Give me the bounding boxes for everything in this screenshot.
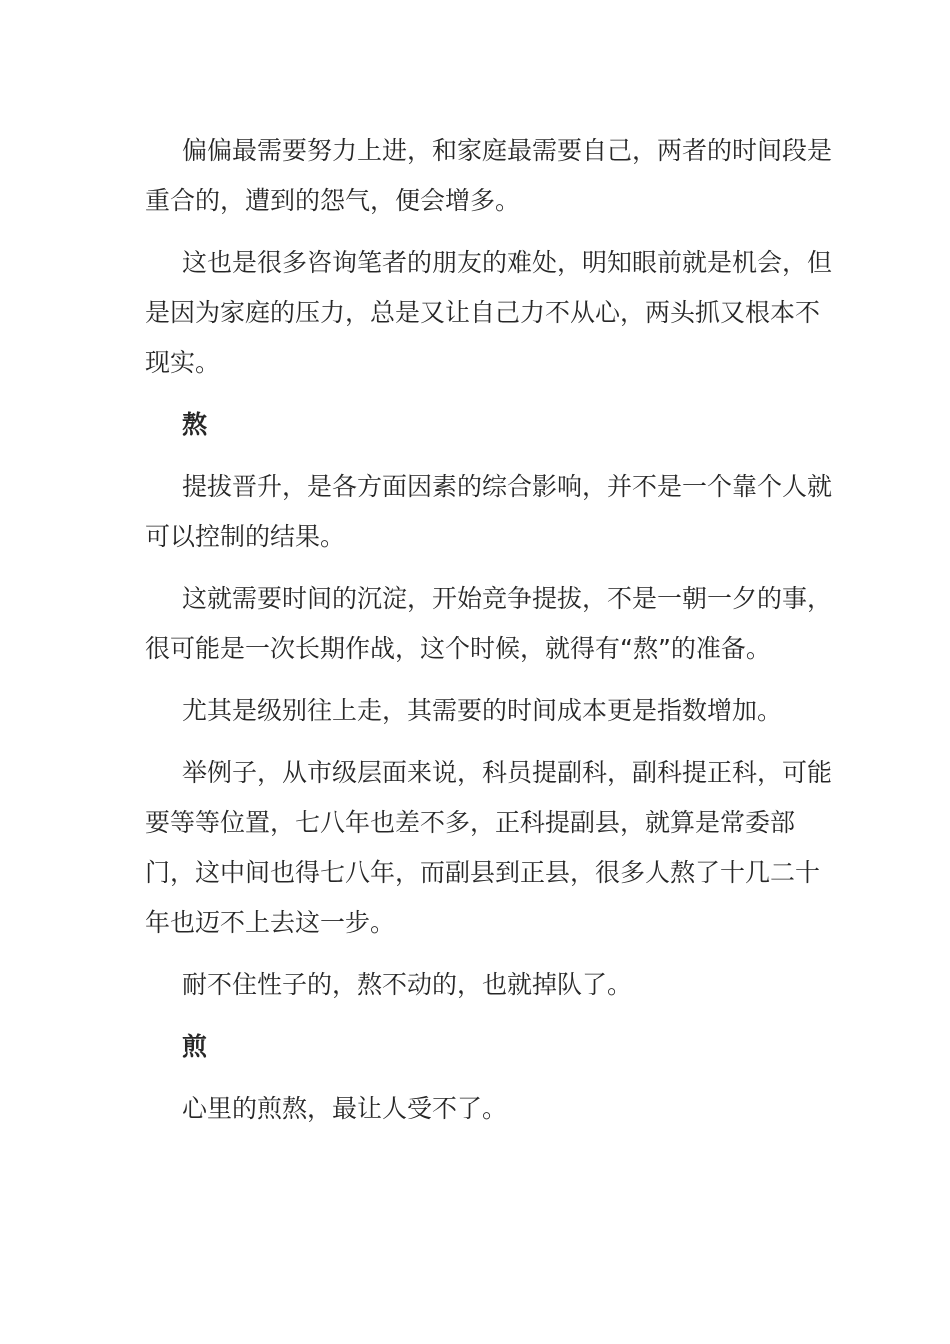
paragraph: 尤其是级别往上走，其需要的时间成本更是指数增加。 [182, 696, 783, 725]
paragraph: 心里的煎熬，最让人受不了。 [182, 1094, 508, 1123]
paragraph: 这就需要时间的沉淀，开始竞争提拔，不是一朝一夕的事，很可能是一次长期作战，这个时候，就得有“熬”的准备。 [145, 584, 833, 663]
paragraph: 偏偏最需要努力上进，和家庭最需要自己，两者的时间段是重合的，遭到的怨气，便会增多。 [145, 136, 833, 215]
paragraph: 提拔晋升，是各方面因素的综合影响，并不是一个靠个人就可以控制的结果。 [145, 472, 833, 551]
paragraph: 这也是很多咨询笔者的朋友的难处，明知眼前就是机会，但是因为家庭的压力，总是又让自己力不从心，两头抓又根本不现实。 [145, 248, 833, 377]
document-body [145, 126, 835, 1146]
section-heading: 煎 [182, 1032, 208, 1061]
paragraph: 举例子，从市级层面来说，科员提副科，副科提正科，可能要等等位置，七八年也差不多，正科提副县，就算是常委部门，这中间也得七八年，而副县到正县，很多人熬了十几二十年也迈不上去这一步。 [145, 758, 833, 937]
section-heading: 熬 [182, 410, 208, 439]
paragraph: 耐不住性子的，熬不动的，也就掉队了。 [182, 970, 633, 999]
